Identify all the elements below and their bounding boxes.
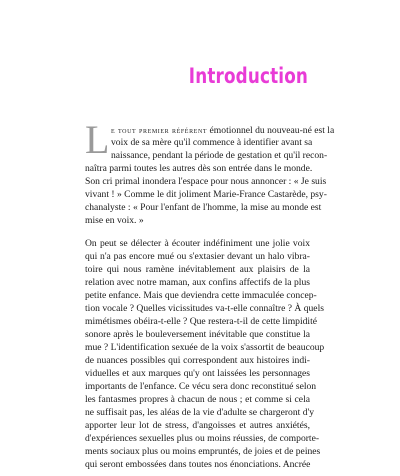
text-line: naissance, pendant la période de gestation et qu'il recon- [111, 150, 328, 161]
text-line: ne suffisait pas, les aléas de la vie d'adulte se chargeront d'y [85, 407, 315, 418]
text-line: importants de l'enfance. Ce vécu sera donc reconstitué selon [85, 381, 317, 392]
text-line: d'expériences sexuelles plus ou moins réussies, de comporte- [85, 433, 320, 444]
text-line: Son cri primal inondera l'espace pour nous annoncer : « Je suis [85, 176, 327, 187]
text-line: de nuances possibles qui correspondent aux histoires indi- [85, 355, 310, 366]
text-line: qui n'a pas encore mué ou s'extasier devant un halo vibra- [85, 251, 310, 262]
text-line [111, 124, 335, 137]
text-line: On peut se délecter à écouter indéfiniment une jolie voix [85, 238, 310, 249]
text-line: petite enfance. Mais que deviendra cette immaculée concep- [85, 290, 317, 301]
text-line: ments sociaux plus ou moins empruntés, de joies et de peines [85, 446, 321, 457]
drop-cap: L [85, 117, 110, 162]
text-line: tion vocale ? Quelles vicissitudes va-t-elle connaître ? À quels [85, 303, 324, 314]
text-fragment: émotionnel du nouveau-né est la [209, 125, 335, 136]
text-line: mimétismes obéira-t-elle ? Que restera-t-il de cette limpidité [85, 316, 318, 327]
text-line: apporter leur lot de stress, d'angoisses et autres anxiétés, [85, 420, 310, 431]
text-line: vivant ! » Comme le dit joliment Marie-France Castarède, psy- [85, 189, 327, 200]
text-line: chanalyste : « Pour l'enfant de l'homme, la mise au monde est [85, 202, 322, 213]
text-line: viduelles et aux marques qu'y ont laissées les personnages [85, 368, 310, 379]
text-line: toire qui nous ramène inévitablement aux plaisirs de la [85, 264, 310, 275]
text-line: mue ? L'identification sexuée de la voix s'assortit de beaucoup [85, 342, 325, 353]
chapter-title: Introduction [188, 64, 308, 88]
opening-small-caps: e tout premier référent [111, 125, 208, 135]
text-line: relation avec notre maman, aux confins affectifs de la plus [85, 277, 310, 288]
text-line: qui seront embossées dans toutes nos énonciations. Ancrée [85, 459, 311, 470]
text-line: les fantasmes propres à chacun de nous ; et comme si cela [85, 394, 310, 405]
text-line: mise en voix. » [85, 215, 144, 226]
text-line: voix de sa mère qu'il commence à identifier avant sa [111, 137, 313, 148]
text-line: naîtra parmi toutes les autres dès son entrée dans le monde. [85, 163, 313, 174]
text-line: sonore après le bouleversement inévitable que constitue la [85, 329, 310, 340]
